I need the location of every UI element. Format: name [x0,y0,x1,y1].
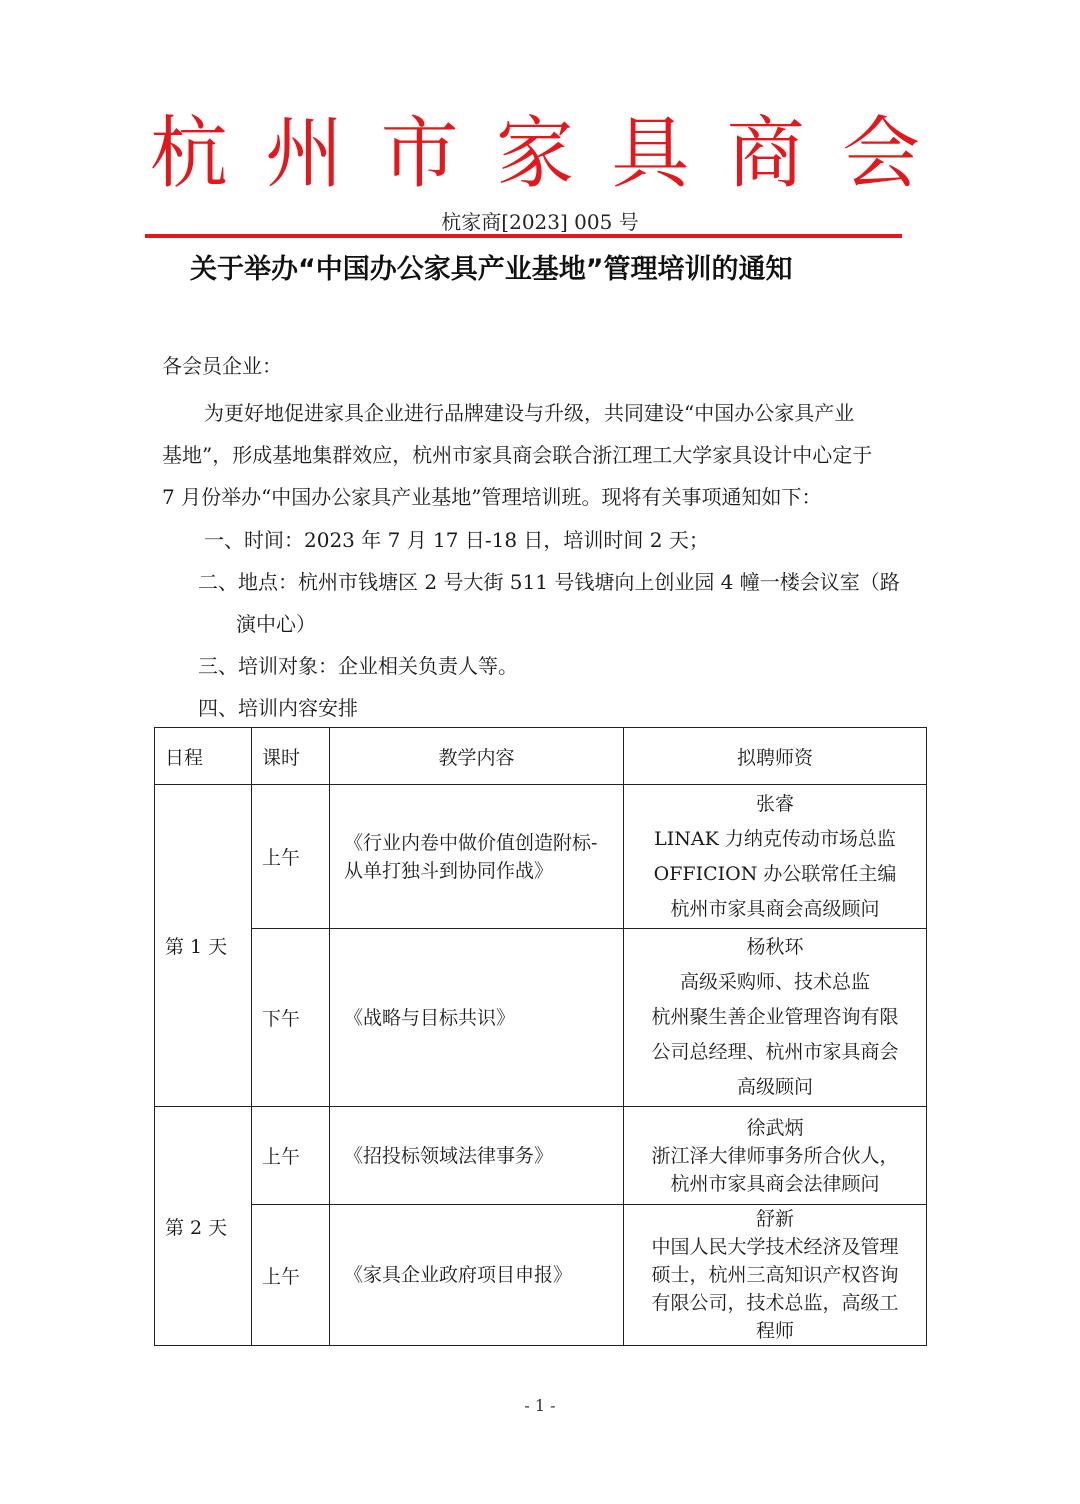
notice-title: 关于举办“中国办公家具产业基地”管理培训的通知 [190,254,793,285]
page-number: - 1 - [524,1396,556,1415]
teacher-title: 程师 [755,1320,794,1342]
day-cell: 第 1 天 [155,785,252,1107]
content-cell: 《家具企业政府项目申报》 [330,1205,624,1346]
org-char: 会 [841,109,920,199]
period-cell: 上午 [252,1107,330,1205]
period-cell: 上午 [252,785,330,929]
notice-item-location-cont: 演中心） [236,612,316,636]
teacher-title: 高级采购师、技术总监 [679,971,870,993]
teacher-cell [624,1205,927,1346]
org-char: 市 [380,109,459,199]
document-number: 杭家商[2023] 005 号 [441,210,639,234]
table-header-row [155,728,927,785]
org-char: 家 [495,109,574,199]
org-char: 商 [726,109,805,199]
teacher-title: 浙江泽大律师事务所合伙人， [651,1144,899,1167]
teacher-title: 高级顾问 [736,1076,813,1098]
day-cell: 第 2 天 [155,1107,252,1346]
teacher-title: 中国人民大学技术经济及管理 [651,1236,899,1258]
intro-line: 为更好地促进家具企业进行品牌建设与升级，共同建设“中国办公家具产业 [204,401,855,425]
period-cell: 下午 [252,929,330,1107]
org-char: 州 [265,109,344,199]
teacher-cell [624,1107,927,1205]
notice-item-time: 一、时间：2023 年 7 月 17 日-18 日，培训时间 2 天； [204,528,709,552]
salutation: 各会员企业： [162,354,282,378]
table-row [155,1205,927,1346]
teacher-name: 徐武炳 [746,1116,804,1139]
column-header-content: 教学内容 [330,728,624,785]
teacher-name: 张睿 [755,792,794,815]
table-row [155,929,927,1107]
column-header-day: 日程 [155,728,252,785]
table-row [155,1107,927,1205]
teacher-title: 有限公司，技术总监，高级工 [651,1292,899,1314]
teacher-name: 杨秋环 [746,936,804,958]
content-cell: 《行业内卷中做价值创造附标-从单打独斗到协同作战》 [330,785,624,929]
teacher-title: 硕士，杭州三高知识产权咨询 [651,1264,899,1286]
letterhead-divider [145,234,902,238]
teacher-cell [624,785,927,929]
content-cell: 《招投标领域法律事务》 [330,1107,624,1205]
schedule-table [154,727,927,1346]
teacher-title: 杭州聚生善企业管理咨询有限 [651,1006,899,1028]
teacher-cell [624,929,927,1107]
letterhead-org-name [150,108,920,200]
org-char: 杭 [150,109,229,199]
content-cell: 《战略与目标共识》 [330,929,624,1107]
teacher-title: 杭州市家具商会法律顾问 [670,1172,880,1195]
teacher-title: LINAK 力纳克传动市场总监 [654,827,896,850]
column-header-period: 课时 [252,728,330,785]
intro-line: 基地”，形成基地集群效应，杭州市家具商会联合浙江理工大学家具设计中心定于 [162,443,873,467]
teacher-title: OFFICION 办公联常任主编 [653,862,897,885]
intro-line: 7 月份举办“中国办公家具产业基地”管理培训班。现将有关事项通知如下： [162,485,822,509]
teacher-name: 舒新 [755,1208,794,1230]
notice-item-audience: 三、培训对象：企业相关负责人等。 [198,654,518,678]
teacher-title: 公司总经理、杭州市家具商会 [651,1041,899,1063]
notice-item-location: 二、地点：杭州市钱塘区 2 号大街 511 号钱塘向上创业园 4 幢一楼会议室（路 [198,570,900,594]
teacher-title: 杭州市家具商会高级顾问 [670,897,880,920]
notice-item-schedule: 四、培训内容安排 [198,696,358,720]
column-header-teacher: 拟聘师资 [624,728,927,785]
table-row [155,785,927,929]
org-char: 具 [611,109,690,199]
period-cell: 上午 [252,1205,330,1346]
